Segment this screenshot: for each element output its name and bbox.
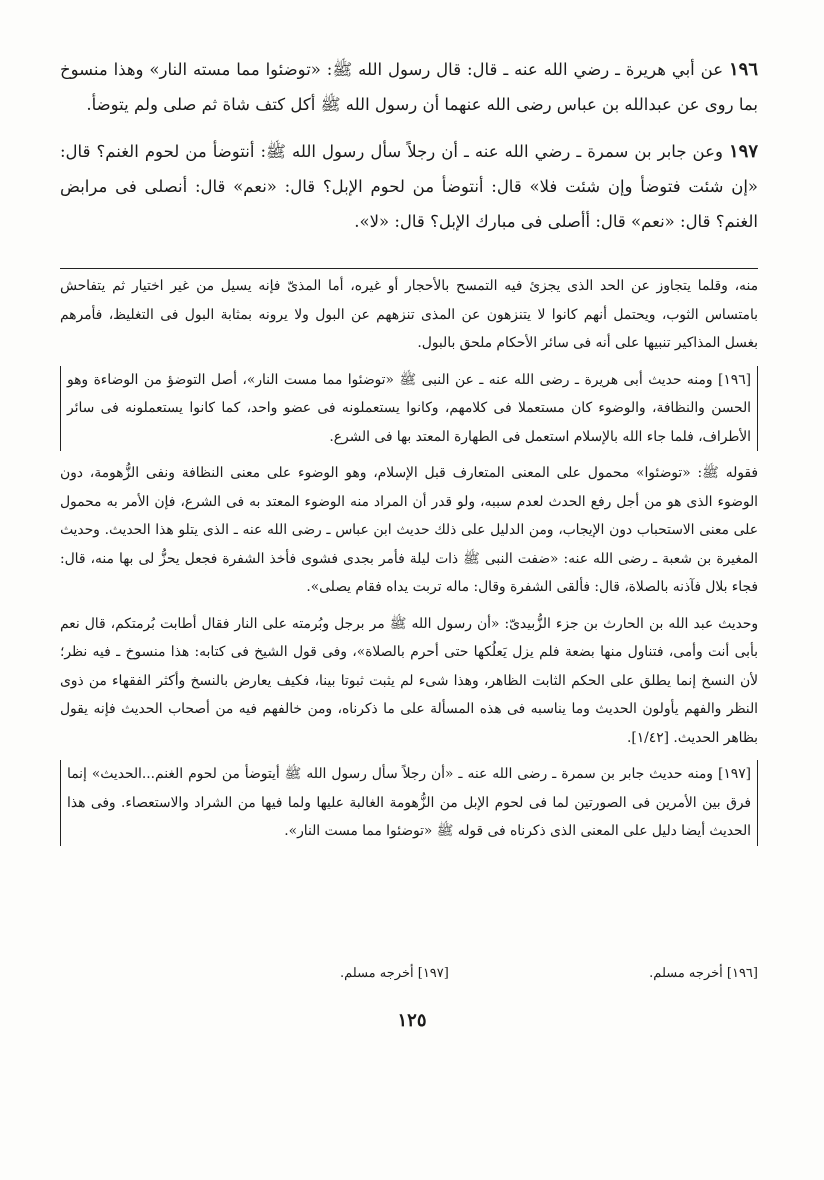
section-divider [60, 268, 758, 269]
hadith-196 [60, 52, 758, 122]
commentary-paragraph: وحديث عبد الله بن الحارث بن جزء الزُّبيدىّ: «أن رسول الله ﷺ مر برجل وبُرمته على النار فقال أطابت بُرمتكم، قال نعم بأبى أنت وأمى، فتناول منها بضعة فلم يزل يَعلُكها حتى أحرم بالصلاة»، وفى قول الشيخ فى كتابه: هذا منسوخ ـ فيه نظر؛ لأن النسخ إنما يطلق على الحكم الثابت الظاهر، وهذا شىء لم يثبت ثبوتا بينا، فكيف يعارض بالنسخ وأكثر الفقهاء من ذوى النظر والفهم يأولون الحديث وما يناسبه فى هذه المسألة على ما ذكرناه، ومن خالفهم فيه من أصحاب الحديث فإنه يقول بظاهر الحديث. [١/٤٢]. [60, 615, 758, 746]
hadith-text: عن أبي هريرة ـ رضي الله عنه ـ قال: قال رسول الله ﷺ: «توضئوا مما مسته النار» وهذا منسوخ بما روى عن عبدالله بن عباس رضى الله عنهما أن رسول الله ﷺ أكل كتف شاة ثم صلى ولم يتوضأ. [60, 60, 758, 114]
commentary-section [60, 272, 758, 854]
hadith-number: ١٩٧ [728, 141, 758, 162]
commentary-paragraph: [١٩٧] ومنه حديث جابر بن سمرة ـ رضى الله عنه ـ «أن رجلاً سأل رسول الله ﷺ أيتوضأ من لحوم الغنم...الحديث» إنما فرق بين الأمرين فى الصورتين لما فى لحوم الإبل من الزُّهومة الغالبة عليها ولما فيها من الشراد والاستعصاء. وفى هذا الحديث أيضا دليل على المعنى الذى ذكرناه فى قوله ﷺ «توضئوا مما مست النار». [60, 760, 758, 846]
hadith-text: وعن جابر بن سمرة ـ رضي الله عنه ـ أن رجلاً سأل رسول الله ﷺ: أنتوضأ من لحوم الغنم؟ قال: «إن شئت فتوضأ وإن شئت فلا» قال: أنتوضأ من لحوم الإبل؟ قال: «نعم» قال: أنصلى فى مرابض الغنم؟ قال: «نعم» قال: أأصلى فى مبارك الإبل؟ قال: «لا». [60, 142, 758, 231]
footnote-197: [١٩٧] أخرجه مسلم. [340, 966, 449, 981]
commentary-paragraph: فقوله ﷺ: «توضئوا» محمول على المعنى المتعارف قبل الإسلام، وهو الوضوء على معنى النظافة ونفى الزُّهومة، دون الوضوء الذى هو من أجل رفع الحدث لعدم سببه، ولو قدر أن المراد منه الوضوء المعتد به فى الشرع، فإن الأمر به محمول على معنى الاستحباب دون الإيجاب، ومن الدليل على ذلك حديث ابن عباس ـ رضى الله عنه ـ الذى يتلو هذا الحديث. وحديث المغيرة بن شعبة ـ رضى الله عنه: «ضفت النبى ﷺ ذات ليلة فأمر بجدى فشوى فأخذ الشفرة فجعل يحزُّ لى بها منه، قال: فجاء بلال فآذنه بالصلاة، قال: فألقى الشفرة وقال: ماله تربت يداه فقام يصلى». [60, 465, 758, 595]
page-number: ١٢٥ [397, 1010, 427, 1031]
hadith-number: ١٩٦ [728, 59, 758, 80]
commentary-paragraph: منه، وقلما يتجاوز عن الحد الذى يجزئ فيه التمسح بالأحجار أو غيره، أما المذىّ فإنه يسيل من غير اختيار ثم يتفاحش بامتساس الثوب، ويحتمل أنهم كانوا لا يتنزهون عن المذى تنزههم عن البول ولا يرونه بمثابة البول فى التغليظ، فأمرهم بغسل المذاكير تنبيها على أنه فى سائر الأحكام ملحق بالبول. [60, 278, 758, 351]
hadith-197 [60, 134, 758, 239]
footnote-196: [١٩٦] أخرجه مسلم. [649, 966, 758, 981]
commentary-paragraph: [١٩٦] ومنه حديث أبى هريرة ـ رضى الله عنه ـ عن النبى ﷺ «توضئوا مما مست النار»، أصل التوضؤ من الوضاءة وهو الحسن والنظافة، والوضوء كان مستعملا فى كلامهم، وكانوا يستعملونه فى عضو واحد، كما كانوا يستعملونه فى سائر الأطراف، فلما جاء الله بالإسلام استعمل فى الطهارة المعتد بها فى الشرع. [60, 366, 758, 452]
hadith-section [60, 52, 758, 251]
